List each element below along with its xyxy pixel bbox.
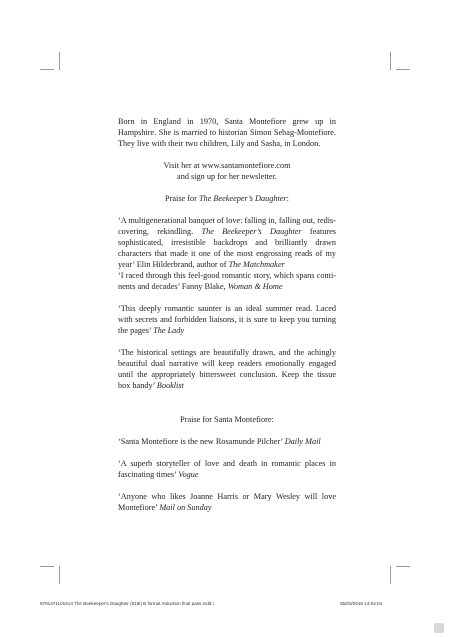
book-quote: ‘I raced through this feel-good romantic story, which spans continents and decades’ Fanny Blake, Woman & Home bbox=[118, 271, 336, 291]
website-line: Visit her at www.santamontefiore.com bbox=[163, 161, 291, 170]
crop-mark bbox=[40, 566, 54, 567]
website-note bbox=[118, 160, 336, 182]
quote-source: Mail on Sunday bbox=[159, 503, 212, 512]
quote-source: Vogue bbox=[178, 470, 199, 479]
book-quote: ‘A multigenerational banquet of love: falling in, falling out, rediscovering, rekindling. The Beekeeper’s Daughter features sophisticated, irresistible backdrops and brilliantly drawn characters that made it one of the most engrossing reads of my year’ Elin Hilderbrand, author of The Matchmaker bbox=[118, 216, 337, 269]
newsletter-line: and sign up for her newsletter. bbox=[177, 172, 277, 181]
quote-source: The Matchmaker bbox=[228, 260, 285, 269]
crop-mark bbox=[59, 52, 60, 70]
praise-book-heading: Praise for The Beekeeper’s Daughter: bbox=[165, 194, 289, 203]
author-bio bbox=[118, 116, 336, 149]
author-quote: ‘Santa Montefiore is the new Rosamunde Pilcher’ Daily Mail bbox=[118, 437, 321, 446]
quote-source: The Lady bbox=[153, 326, 185, 335]
author-bio-text: Born in England in 1970, Santa Montefiore grew up in Hampshire. She is married to historian Simon Sebag-Montefiore. They live with their two children, Lily and Sasha, in London. bbox=[118, 117, 336, 148]
slug-line-file: 9781471101614 The Beekeeper's Daughter (519i) B format reduction final pass.indd i bbox=[40, 601, 214, 606]
book-title: The Beekeeper’s Daughter bbox=[198, 194, 287, 203]
quote-source: Daily Mail bbox=[284, 437, 321, 446]
book-quote: ‘This deeply romantic saunter is an ideal summer read. Laced with secrets and forbidden liaisons, it is sure to keep you turning the pages’ The Lady bbox=[118, 304, 336, 335]
crop-mark bbox=[59, 566, 60, 584]
corner-logo-icon bbox=[434, 623, 444, 633]
author-quote: ‘Anyone who likes Joanne Harris or Mary Wesley will love Montefiore’ Mail on Sunday bbox=[118, 492, 336, 512]
crop-mark bbox=[40, 69, 54, 70]
praise-author-heading: Praise for Santa Montefiore: bbox=[180, 415, 274, 424]
slug-line-date: 05/03/2015 14:54:04 bbox=[340, 601, 383, 606]
crop-mark bbox=[396, 566, 410, 567]
book-quote: ‘The historical settings are beautifully drawn, and the achingly beautiful dual narrative will keep readers emotionally engaged until the appropriately bittersweet conclusion. Keep the tissue box handy’ Booklist bbox=[118, 348, 336, 390]
crop-mark bbox=[396, 69, 410, 70]
crop-mark bbox=[390, 52, 391, 70]
quote-source: Woman & Home bbox=[227, 282, 283, 291]
quote-source: Booklist bbox=[156, 381, 184, 390]
crop-mark bbox=[390, 566, 391, 584]
author-quote: ‘A superb storyteller of love and death in romantic places in fascinating times’ Vogue bbox=[118, 459, 336, 479]
